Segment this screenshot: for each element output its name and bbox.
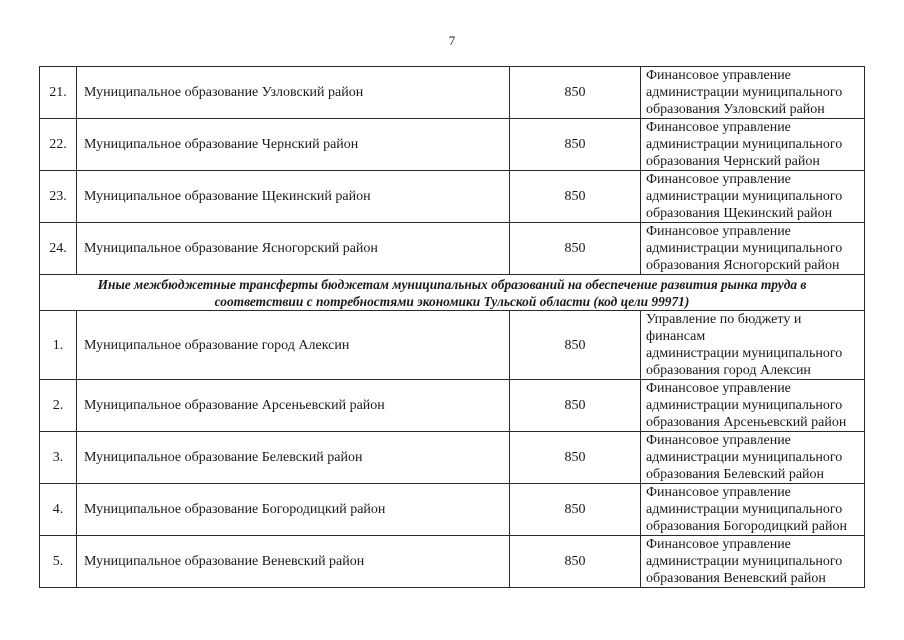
org-line: администрации муниципального xyxy=(646,502,843,517)
finance-authority xyxy=(641,119,865,171)
org-line: образования Богородицкий район xyxy=(646,519,847,534)
org-line: Финансовое управление xyxy=(646,224,791,239)
org-line: образования Чернский район xyxy=(646,154,820,169)
section-header-row xyxy=(40,275,865,311)
org-line: администрации муниципального xyxy=(646,554,843,569)
finance-authority xyxy=(641,484,865,536)
municipality-name: Муниципальное образование Узловский район xyxy=(77,67,510,119)
budget-code: 850 xyxy=(510,380,641,432)
section-heading-line: соответствии с потребностями экономики Тульской области (код цели 99971) xyxy=(214,293,690,309)
municipality-name: Муниципальное образование Веневский район xyxy=(77,536,510,588)
org-line: Управление по бюджету и финансам xyxy=(646,312,802,344)
table-body xyxy=(40,67,865,588)
org-line: образования Узловский район xyxy=(646,102,825,117)
budget-code: 850 xyxy=(510,484,641,536)
table-row xyxy=(40,432,865,484)
table-row xyxy=(40,380,865,432)
org-line: администрации муниципального xyxy=(646,346,843,361)
org-line: администрации муниципального xyxy=(646,241,843,256)
row-number: 22. xyxy=(40,119,77,171)
budget-code: 850 xyxy=(510,119,641,171)
table-row xyxy=(40,536,865,588)
finance-authority xyxy=(641,67,865,119)
municipality-name: Муниципальное образование Белевский район xyxy=(77,432,510,484)
row-number: 1. xyxy=(40,311,77,380)
municipality-name: Муниципальное образование город Алексин xyxy=(77,311,510,380)
allocation-table xyxy=(39,66,865,588)
org-line: администрации муниципального xyxy=(646,85,843,100)
org-line: образования Веневский район xyxy=(646,571,826,586)
row-number: 3. xyxy=(40,432,77,484)
org-line: образования Арсеньевский район xyxy=(646,415,847,430)
org-line: администрации муниципального xyxy=(646,398,843,413)
org-line: администрации муниципального xyxy=(646,189,843,204)
budget-code: 850 xyxy=(510,67,641,119)
row-number: 2. xyxy=(40,380,77,432)
table-row xyxy=(40,311,865,380)
row-number: 24. xyxy=(40,223,77,275)
municipality-name: Муниципальное образование Ясногорский район xyxy=(77,223,510,275)
table-row xyxy=(40,484,865,536)
table-row xyxy=(40,67,865,119)
page-number: 7 xyxy=(448,33,456,48)
org-line: Финансовое управление xyxy=(646,381,791,396)
org-line: образования город Алексин xyxy=(646,363,811,378)
org-line: Финансовое управление xyxy=(646,537,791,552)
section-heading xyxy=(40,275,865,311)
org-line: администрации муниципального xyxy=(646,137,843,152)
finance-authority xyxy=(641,171,865,223)
table-row xyxy=(40,223,865,275)
budget-code: 850 xyxy=(510,536,641,588)
budget-code: 850 xyxy=(510,432,641,484)
org-line: Финансовое управление xyxy=(646,120,791,135)
finance-authority xyxy=(641,223,865,275)
org-line: Финансовое управление xyxy=(646,485,791,500)
org-line: Финансовое управление xyxy=(646,172,791,187)
table-row xyxy=(40,171,865,223)
finance-authority xyxy=(641,380,865,432)
row-number: 4. xyxy=(40,484,77,536)
finance-authority xyxy=(641,536,865,588)
row-number: 21. xyxy=(40,67,77,119)
table-row xyxy=(40,119,865,171)
budget-code: 850 xyxy=(510,311,641,380)
budget-code: 850 xyxy=(510,171,641,223)
municipality-name: Муниципальное образование Арсеньевский район xyxy=(77,380,510,432)
org-line: образования Ясногорский район xyxy=(646,258,840,273)
org-line: Финансовое управление xyxy=(646,433,791,448)
org-line: Финансовое управление xyxy=(646,68,791,83)
finance-authority xyxy=(641,432,865,484)
org-line: администрации муниципального xyxy=(646,450,843,465)
finance-authority xyxy=(641,311,865,380)
org-line: образования Щекинский район xyxy=(646,206,833,221)
municipality-name: Муниципальное образование Щекинский район xyxy=(77,171,510,223)
section-heading-line: Иные межбюджетные трансферты бюджетам муниципальных образований на обеспечение развития рынка труда в xyxy=(97,276,807,292)
municipality-name: Муниципальное образование Богородицкий район xyxy=(77,484,510,536)
row-number: 5. xyxy=(40,536,77,588)
row-number: 23. xyxy=(40,171,77,223)
org-line: образования Белевский район xyxy=(646,467,825,482)
budget-code: 850 xyxy=(510,223,641,275)
municipality-name: Муниципальное образование Чернский район xyxy=(77,119,510,171)
